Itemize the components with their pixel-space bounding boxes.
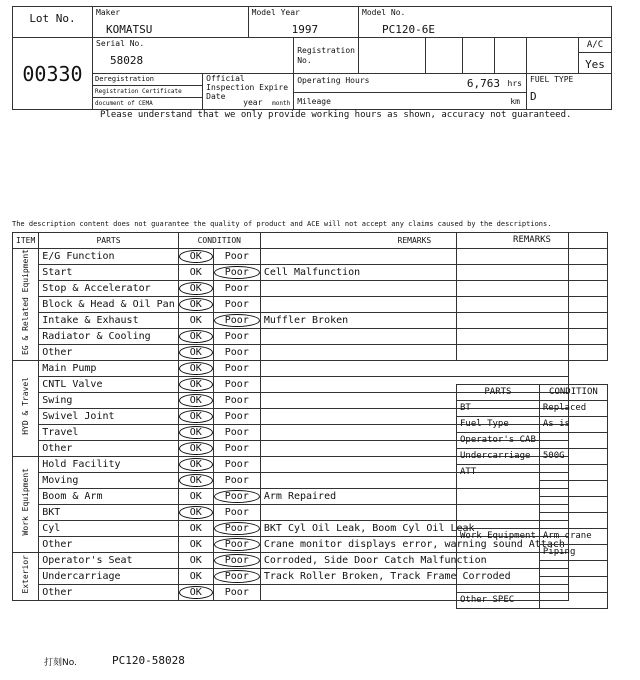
registration-cell <box>294 38 359 74</box>
category-cell <box>13 361 39 457</box>
side-remarks-line <box>457 281 608 297</box>
maker-cell <box>93 7 249 38</box>
side-remarks-line <box>457 345 608 361</box>
fuel-type-cell <box>527 74 612 110</box>
condition-poor-cell <box>213 441 260 457</box>
part-name: Other <box>39 345 178 361</box>
model-no-value: PC120-6E <box>382 23 435 36</box>
side-remarks-line <box>457 265 608 281</box>
category-label: HYD & Travel <box>21 377 31 435</box>
condition-selected-mark: Poor <box>214 314 260 327</box>
condition-poor-cell <box>213 521 260 537</box>
condition-ok-cell <box>178 265 213 281</box>
inspection-label: Official Inspection Expire Date <box>206 74 289 101</box>
remark <box>260 361 568 377</box>
op-hours-label: Operating Hours <box>297 76 370 85</box>
condition-option: OK <box>189 267 202 278</box>
part-name: CNTL Valve <box>39 377 178 393</box>
condition-poor-cell <box>213 249 260 265</box>
lot-label: Lot No. <box>29 12 76 25</box>
col-header-item: ITEM <box>13 233 39 249</box>
reg-box-5 <box>527 38 579 74</box>
serial-label: Serial No. <box>96 39 145 48</box>
hours-cell <box>294 74 527 110</box>
maker-label: Maker <box>96 8 121 17</box>
condition-option: Poor <box>224 251 249 262</box>
condition-selected-mark: OK <box>179 458 213 471</box>
inspection-cell <box>203 74 294 110</box>
stamp-label: 打刻No. <box>44 658 77 668</box>
condition-selected-mark: OK <box>179 426 213 439</box>
condition-selected-mark: Poor <box>214 522 260 535</box>
condition-poor-cell <box>213 489 260 505</box>
condition-ok-cell <box>178 473 213 489</box>
part-name: Hold Facility <box>39 457 178 473</box>
condition-ok-cell <box>178 425 213 441</box>
year-label: year <box>243 98 263 107</box>
condition-ok-cell <box>178 521 213 537</box>
condition-poor-cell <box>213 345 260 361</box>
condition-option: Poor <box>224 587 249 598</box>
remark: Crane monitor displays error, warning sound Attach <box>260 537 568 553</box>
ac-value: Yes <box>585 58 605 71</box>
condition-selected-mark: Poor <box>214 490 260 503</box>
condition-selected-mark: Poor <box>214 570 260 583</box>
lot-value-cell <box>13 38 93 110</box>
condition-option: Poor <box>224 475 249 486</box>
condition-selected-mark: OK <box>179 442 213 455</box>
category-label: Exterior <box>21 554 31 594</box>
hrs-label: hrs <box>507 79 522 88</box>
side-part: Operator's CAB <box>457 433 540 449</box>
side-work-value: Piping <box>539 545 607 561</box>
condition-option: Poor <box>224 395 249 406</box>
condition-option: OK <box>189 555 202 566</box>
condition-ok-cell <box>178 505 213 521</box>
condition-ok-cell <box>178 409 213 425</box>
side-part: Fuel Type <box>457 417 540 433</box>
op-hours-value: 6,763 <box>466 77 500 90</box>
registration-label: Registration No. <box>297 45 355 65</box>
model-no-cell <box>359 7 612 38</box>
category-cell <box>13 457 39 553</box>
reg-box-4 <box>495 38 527 74</box>
remark: Track Roller Broken, Track Frame Corroded <box>260 569 568 585</box>
part-name: Swivel Joint <box>39 409 178 425</box>
side-other-spec-value <box>539 593 607 609</box>
condition-option: Poor <box>224 379 249 390</box>
side-work-equipment-label: Work Equipment <box>457 529 540 593</box>
condition-option: Poor <box>224 331 249 342</box>
remark: BKT Cyl Oil Leak, Boom Cyl Oil Leak <box>260 521 568 537</box>
condition-poor-cell <box>213 281 260 297</box>
km-label: km <box>510 97 520 106</box>
condition-poor-cell <box>213 313 260 329</box>
header-table <box>12 6 612 110</box>
part-name: Undercarriage <box>39 569 178 585</box>
ac-label: A/C <box>579 38 611 53</box>
condition-ok-cell <box>178 297 213 313</box>
part-name: Stop & Accelerator <box>39 281 178 297</box>
condition-selected-mark: OK <box>179 282 213 295</box>
side-remarks-line <box>457 329 608 345</box>
disclaimer: The description content does not guarantee the quality of product and ACE will not accept any claims caused by the descriptions. <box>12 220 552 228</box>
condition-poor-cell <box>213 553 260 569</box>
condition-poor-cell <box>213 265 260 281</box>
side-cond <box>539 433 607 449</box>
condition-ok-cell <box>178 457 213 473</box>
condition-selected-mark: OK <box>179 410 213 423</box>
condition-selected-mark: OK <box>179 346 213 359</box>
condition-poor-cell <box>213 329 260 345</box>
condition-selected-mark: OK <box>179 394 213 407</box>
condition-option: OK <box>189 539 202 550</box>
side-work-line <box>539 561 607 577</box>
condition-ok-cell <box>178 345 213 361</box>
part-name: Moving <box>39 473 178 489</box>
condition-selected-mark: OK <box>179 330 213 343</box>
side-part: Undercarriage <box>457 449 540 465</box>
condition-selected-mark: Poor <box>214 266 260 279</box>
model-no-label: Model No. <box>362 8 406 17</box>
remark: Muffler Broken <box>260 313 568 329</box>
condition-option: OK <box>189 315 202 326</box>
condition-ok-cell <box>178 313 213 329</box>
model-year-cell <box>248 7 358 38</box>
side-att-line <box>539 481 607 497</box>
dereg-label: Deregistration <box>93 74 202 86</box>
reg-box-1 <box>359 38 426 74</box>
condition-ok-cell <box>178 569 213 585</box>
side-cond: As is <box>539 417 607 433</box>
category-cell <box>13 553 39 601</box>
condition-selected-mark: Poor <box>214 538 260 551</box>
condition-poor-cell <box>213 297 260 313</box>
serial-cell <box>93 38 294 74</box>
side-part: BT <box>457 401 540 417</box>
side-remarks-line <box>457 313 608 329</box>
condition-ok-cell <box>178 537 213 553</box>
model-year-value: 1997 <box>291 23 319 36</box>
side-work-value: Arm crane <box>539 529 607 545</box>
part-name: Swing <box>39 393 178 409</box>
side-parts-table <box>456 384 608 609</box>
condition-ok-cell <box>178 553 213 569</box>
condition-poor-cell <box>213 537 260 553</box>
condition-ok-cell <box>178 441 213 457</box>
condition-option: Poor <box>224 347 249 358</box>
cema-label: document of CEMA <box>95 100 153 107</box>
side-cond: 500G <box>539 449 607 465</box>
mileage-label: Mileage <box>297 97 331 106</box>
stamp-value: PC120-58028 <box>112 654 185 667</box>
col-header-condition: CONDITION <box>178 233 260 249</box>
condition-option: Poor <box>224 443 249 454</box>
side-cond: Replaced <box>539 401 607 417</box>
condition-poor-cell <box>213 377 260 393</box>
part-name: Main Pump <box>39 361 178 377</box>
condition-ok-cell <box>178 281 213 297</box>
condition-option: Poor <box>224 507 249 518</box>
condition-ok-cell <box>178 361 213 377</box>
condition-ok-cell <box>178 249 213 265</box>
side-att-label: ATT <box>457 465 540 529</box>
condition-option: Poor <box>224 459 249 470</box>
condition-selected-mark: OK <box>179 506 213 519</box>
month-label: month <box>272 100 291 107</box>
condition-poor-cell <box>213 457 260 473</box>
side-work-line <box>539 577 607 593</box>
condition-poor-cell <box>213 361 260 377</box>
reg-box-2 <box>426 38 463 74</box>
remark: Corroded, Side Door Catch Malfunction <box>260 553 568 569</box>
col-header-remarks: REMARKS <box>260 233 568 249</box>
col-header-parts: PARTS <box>39 233 178 249</box>
part-name: Start <box>39 265 178 281</box>
part-name: Cyl <box>39 521 178 537</box>
remark: Arm Repaired <box>260 489 568 505</box>
condition-selected-mark: Poor <box>214 554 260 567</box>
category-label: Work Equipment <box>21 468 31 536</box>
side-remarks-table <box>456 232 608 361</box>
condition-selected-mark: OK <box>179 250 213 263</box>
part-name: Travel <box>39 425 178 441</box>
condition-selected-mark: OK <box>179 586 213 599</box>
condition-poor-cell <box>213 409 260 425</box>
ac-cell <box>579 38 612 74</box>
lot-label-cell <box>13 7 93 38</box>
part-name: Intake & Exhaust <box>39 313 178 329</box>
table-row <box>13 361 569 377</box>
condition-poor-cell <box>213 473 260 489</box>
side-remarks-line <box>457 249 608 265</box>
part-name: Other <box>39 585 178 601</box>
condition-selected-mark: OK <box>179 474 213 487</box>
condition-selected-mark: OK <box>179 378 213 391</box>
maker-value: KOMATSU <box>106 23 153 36</box>
condition-poor-cell <box>213 425 260 441</box>
condition-option: OK <box>189 491 202 502</box>
fuel-type-label: FUEL TYPE <box>530 75 574 84</box>
part-name: Other <box>39 441 178 457</box>
hours-note: Please understand that we only provide working hours as shown, accuracy not guaranteed. <box>100 110 572 120</box>
condition-selected-mark: OK <box>179 298 213 311</box>
condition-option: OK <box>189 571 202 582</box>
condition-option: Poor <box>224 427 249 438</box>
condition-ok-cell <box>178 585 213 601</box>
condition-ok-cell <box>178 377 213 393</box>
side-att-line <box>539 465 607 481</box>
category-label: EG & Related Equipment <box>21 249 31 355</box>
serial-value: 58028 <box>110 54 144 67</box>
condition-ok-cell <box>178 489 213 505</box>
condition-poor-cell <box>213 585 260 601</box>
part-name: Radiator & Cooling <box>39 329 178 345</box>
condition-option: Poor <box>224 283 249 294</box>
model-year-label: Model Year <box>251 8 300 17</box>
side-header-parts: PARTS <box>457 385 540 401</box>
part-name: Block & Head & Oil Pan <box>39 297 178 313</box>
condition-poor-cell <box>213 569 260 585</box>
condition-poor-cell <box>213 505 260 521</box>
part-name: E/G Function <box>39 249 178 265</box>
side-att-line <box>539 513 607 529</box>
part-name: Boom & Arm <box>39 489 178 505</box>
condition-poor-cell <box>213 393 260 409</box>
condition-option: OK <box>189 523 202 534</box>
condition-option: Poor <box>224 363 249 374</box>
category-cell <box>13 249 39 361</box>
remark: Cell Malfunction <box>260 265 568 281</box>
reg-cert-label: Registration Certificate <box>93 86 202 98</box>
condition-selected-mark: OK <box>179 362 213 375</box>
part-name: Other <box>39 537 178 553</box>
condition-option: Poor <box>224 411 249 422</box>
condition-ok-cell <box>178 393 213 409</box>
side-other-spec-label: Other SPEC <box>457 593 540 609</box>
dereg-cell <box>93 74 203 110</box>
side-remarks-header: REMARKS <box>457 233 608 249</box>
condition-option: Poor <box>224 299 249 310</box>
side-header-condition: CONDITION <box>539 385 607 401</box>
fuel-type-value: D <box>530 90 537 103</box>
reg-box-3 <box>463 38 495 74</box>
side-att-line <box>539 497 607 513</box>
lot-value: 00330 <box>22 61 83 86</box>
part-name: Operator's Seat <box>39 553 178 569</box>
condition-ok-cell <box>178 329 213 345</box>
side-remarks-line <box>457 297 608 313</box>
part-name: BKT <box>39 505 178 521</box>
